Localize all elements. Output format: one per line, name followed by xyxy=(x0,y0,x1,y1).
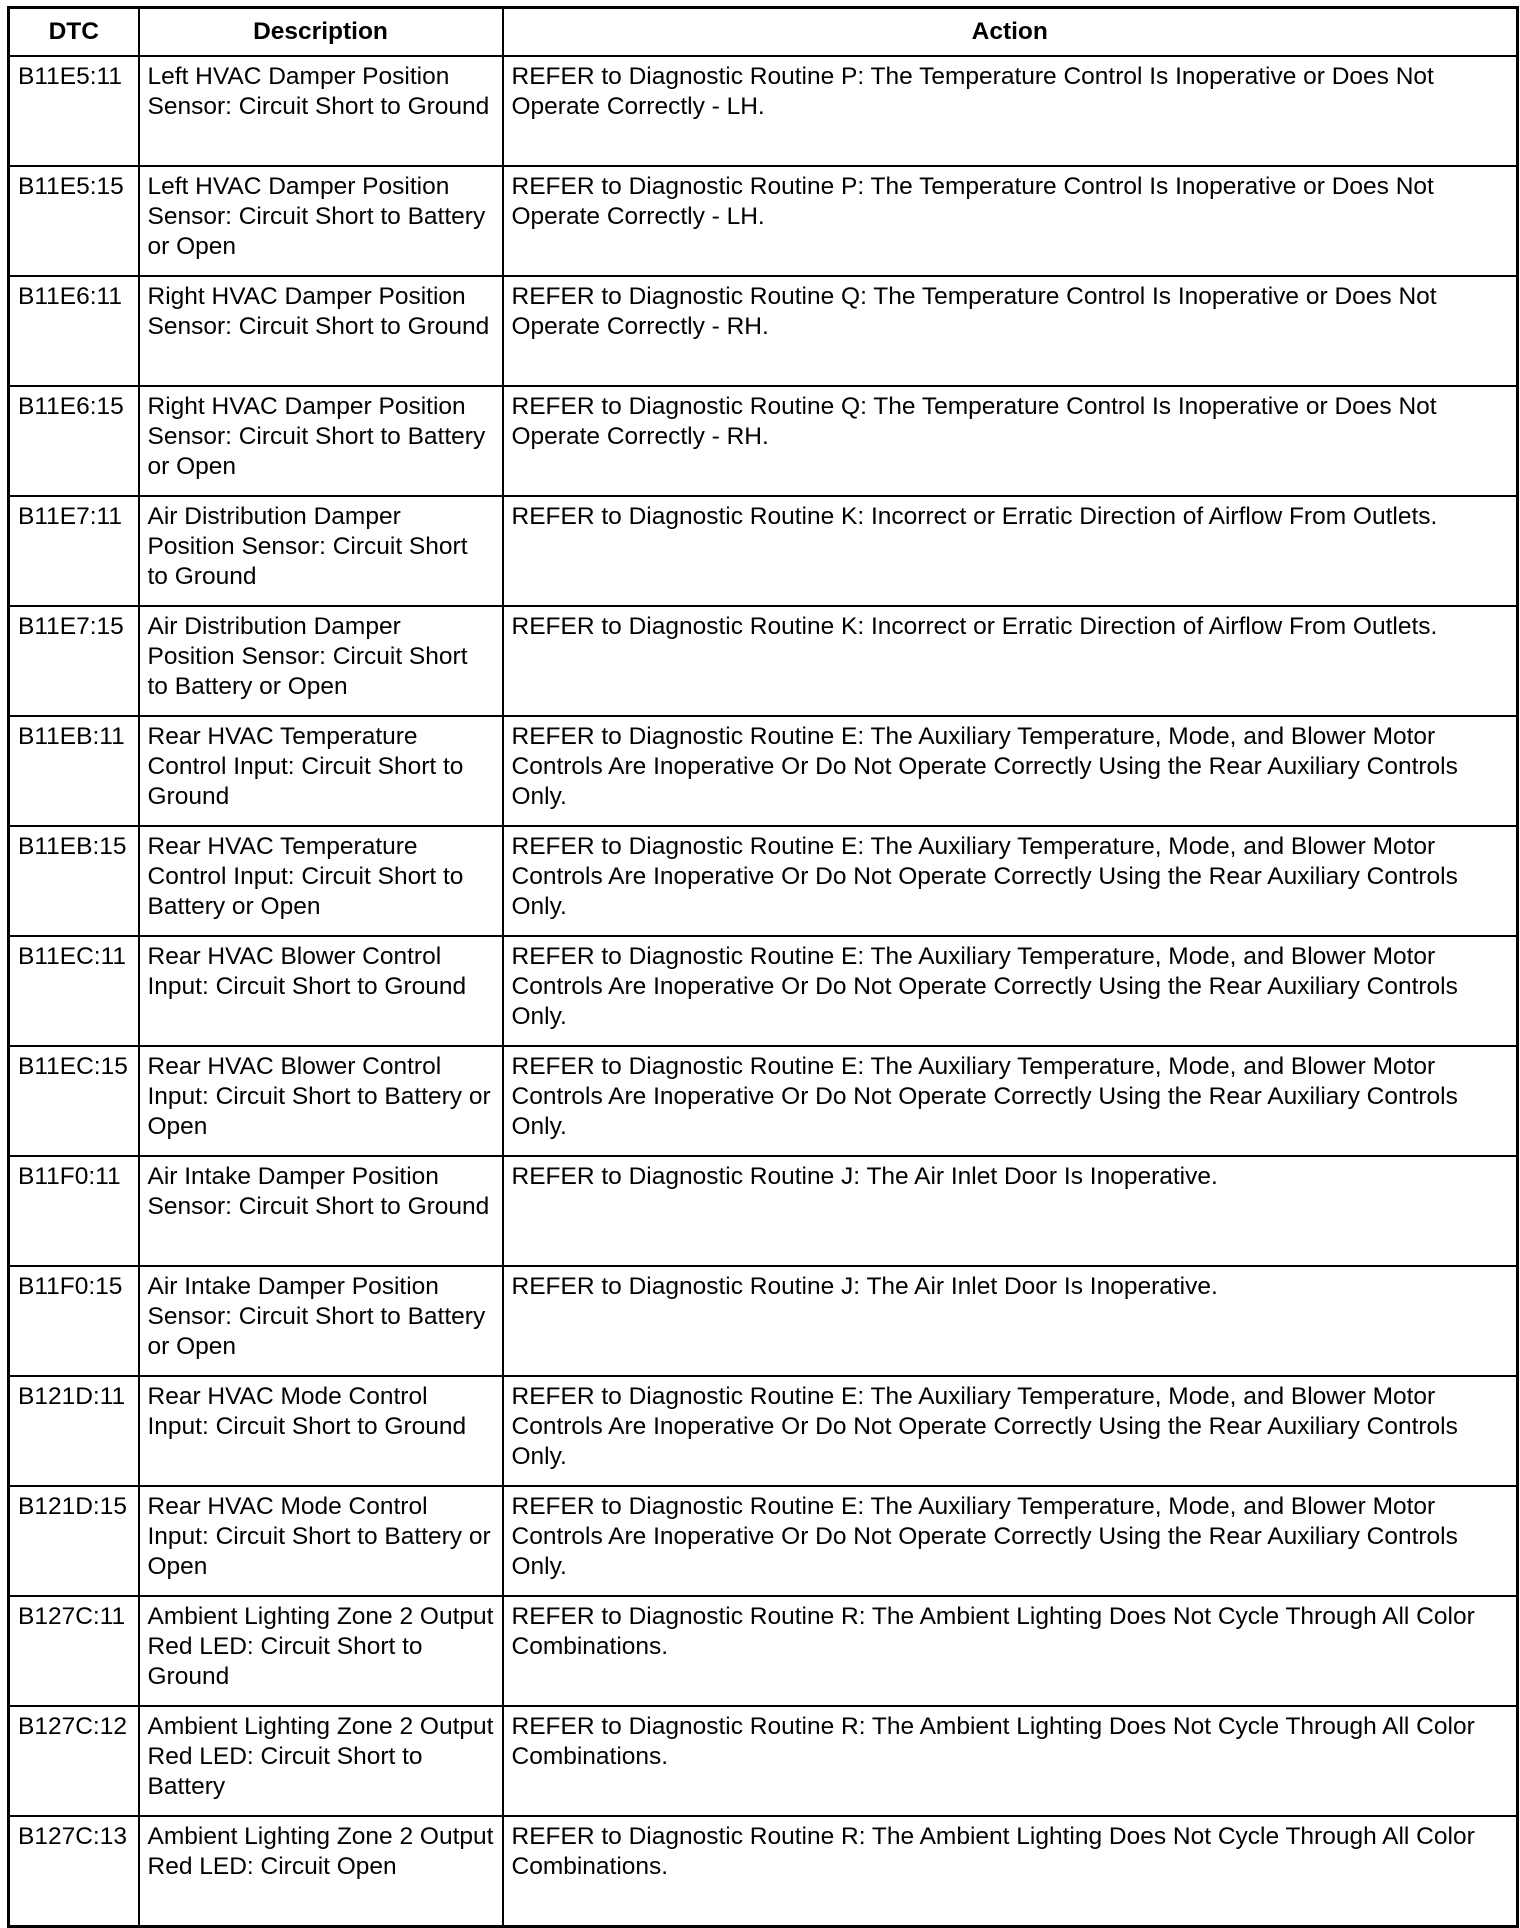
dtc-cell: B11EB:15 xyxy=(9,826,139,936)
header-action: Action xyxy=(503,8,1518,57)
table-row xyxy=(9,166,1518,276)
description-cell: Air Distribution Damper Position Sensor: Circuit Short to Ground xyxy=(139,496,503,606)
table-row xyxy=(9,1816,1518,1927)
action-cell: REFER to Diagnostic Routine Q: The Temperature Control Is Inoperative or Does Not Operate Correctly - RH. xyxy=(503,276,1518,386)
description-cell: Air Intake Damper Position Sensor: Circuit Short to Battery or Open xyxy=(139,1266,503,1376)
table-row xyxy=(9,1376,1518,1486)
table-row xyxy=(9,1706,1518,1816)
action-cell: REFER to Diagnostic Routine E: The Auxiliary Temperature, Mode, and Blower Motor Controls Are Inoperative Or Do Not Operate Correctly Using the Rear Auxiliary Controls Only. xyxy=(503,936,1518,1046)
table-row xyxy=(9,276,1518,386)
table-row xyxy=(9,56,1518,166)
description-cell: Right HVAC Damper Position Sensor: Circuit Short to Ground xyxy=(139,276,503,386)
table-row xyxy=(9,386,1518,496)
description-cell: Rear HVAC Temperature Control Input: Circuit Short to Battery or Open xyxy=(139,826,503,936)
action-cell: REFER to Diagnostic Routine K: Incorrect or Erratic Direction of Airflow From Outlets. xyxy=(503,496,1518,606)
description-cell: Air Distribution Damper Position Sensor: Circuit Short to Battery or Open xyxy=(139,606,503,716)
description-cell: Ambient Lighting Zone 2 Output Red LED: Circuit Short to Battery xyxy=(139,1706,503,1816)
description-cell: Rear HVAC Temperature Control Input: Circuit Short to Ground xyxy=(139,716,503,826)
table-row xyxy=(9,826,1518,936)
description-cell: Rear HVAC Mode Control Input: Circuit Short to Ground xyxy=(139,1376,503,1486)
action-cell: REFER to Diagnostic Routine E: The Auxiliary Temperature, Mode, and Blower Motor Controls Are Inoperative Or Do Not Operate Correctly Using the Rear Auxiliary Controls Only. xyxy=(503,1376,1518,1486)
dtc-cell: B127C:11 xyxy=(9,1596,139,1706)
description-cell: Rear HVAC Mode Control Input: Circuit Short to Battery or Open xyxy=(139,1486,503,1596)
dtc-cell: B11F0:15 xyxy=(9,1266,139,1376)
action-cell: REFER to Diagnostic Routine E: The Auxiliary Temperature, Mode, and Blower Motor Controls Are Inoperative Or Do Not Operate Correctly Using the Rear Auxiliary Controls Only. xyxy=(503,1046,1518,1156)
action-cell: REFER to Diagnostic Routine P: The Temperature Control Is Inoperative or Does Not Operate Correctly - LH. xyxy=(503,56,1518,166)
dtc-cell: B11E6:11 xyxy=(9,276,139,386)
dtc-cell: B11EC:11 xyxy=(9,936,139,1046)
dtc-cell: B11E7:11 xyxy=(9,496,139,606)
dtc-cell: B11E6:15 xyxy=(9,386,139,496)
action-cell: REFER to Diagnostic Routine P: The Temperature Control Is Inoperative or Does Not Operate Correctly - LH. xyxy=(503,166,1518,276)
action-cell: REFER to Diagnostic Routine R: The Ambient Lighting Does Not Cycle Through All Color Combinations. xyxy=(503,1596,1518,1706)
dtc-cell: B127C:13 xyxy=(9,1816,139,1927)
action-cell: REFER to Diagnostic Routine J: The Air Inlet Door Is Inoperative. xyxy=(503,1156,1518,1266)
action-cell: REFER to Diagnostic Routine K: Incorrect or Erratic Direction of Airflow From Outlets. xyxy=(503,606,1518,716)
action-cell: REFER to Diagnostic Routine E: The Auxiliary Temperature, Mode, and Blower Motor Controls Are Inoperative Or Do Not Operate Correctly Using the Rear Auxiliary Controls Only. xyxy=(503,716,1518,826)
table-row xyxy=(9,716,1518,826)
table-row xyxy=(9,606,1518,716)
description-cell: Right HVAC Damper Position Sensor: Circuit Short to Battery or Open xyxy=(139,386,503,496)
table-row xyxy=(9,1596,1518,1706)
dtc-cell: B127C:12 xyxy=(9,1706,139,1816)
action-cell: REFER to Diagnostic Routine E: The Auxiliary Temperature, Mode, and Blower Motor Controls Are Inoperative Or Do Not Operate Correctly Using the Rear Auxiliary Controls Only. xyxy=(503,1486,1518,1596)
dtc-cell: B121D:11 xyxy=(9,1376,139,1486)
description-cell: Ambient Lighting Zone 2 Output Red LED: Circuit Short to Ground xyxy=(139,1596,503,1706)
table-row xyxy=(9,936,1518,1046)
table-row xyxy=(9,1266,1518,1376)
dtc-table xyxy=(7,6,1519,1928)
dtc-cell: B11F0:11 xyxy=(9,1156,139,1266)
description-cell: Left HVAC Damper Position Sensor: Circuit Short to Battery or Open xyxy=(139,166,503,276)
header-row xyxy=(9,8,1518,57)
dtc-cell: B11E5:11 xyxy=(9,56,139,166)
table-header xyxy=(9,8,1518,57)
dtc-cell: B11EC:15 xyxy=(9,1046,139,1156)
description-cell: Rear HVAC Blower Control Input: Circuit Short to Ground xyxy=(139,936,503,1046)
action-cell: REFER to Diagnostic Routine R: The Ambient Lighting Does Not Cycle Through All Color Combinations. xyxy=(503,1816,1518,1927)
action-cell: REFER to Diagnostic Routine R: The Ambient Lighting Does Not Cycle Through All Color Combinations. xyxy=(503,1706,1518,1816)
table-row xyxy=(9,1156,1518,1266)
description-cell: Ambient Lighting Zone 2 Output Red LED: Circuit Open xyxy=(139,1816,503,1927)
table-row xyxy=(9,496,1518,606)
description-cell: Left HVAC Damper Position Sensor: Circuit Short to Ground xyxy=(139,56,503,166)
header-description: Description xyxy=(139,8,503,57)
dtc-cell: B121D:15 xyxy=(9,1486,139,1596)
action-cell: REFER to Diagnostic Routine Q: The Temperature Control Is Inoperative or Does Not Operate Correctly - RH. xyxy=(503,386,1518,496)
action-cell: REFER to Diagnostic Routine E: The Auxiliary Temperature, Mode, and Blower Motor Controls Are Inoperative Or Do Not Operate Correctly Using the Rear Auxiliary Controls Only. xyxy=(503,826,1518,936)
description-cell: Air Intake Damper Position Sensor: Circuit Short to Ground xyxy=(139,1156,503,1266)
table-row xyxy=(9,1486,1518,1596)
description-cell: Rear HVAC Blower Control Input: Circuit Short to Battery or Open xyxy=(139,1046,503,1156)
table-row xyxy=(9,1046,1518,1156)
dtc-cell: B11E5:15 xyxy=(9,166,139,276)
action-cell: REFER to Diagnostic Routine J: The Air Inlet Door Is Inoperative. xyxy=(503,1266,1518,1376)
dtc-cell: B11E7:15 xyxy=(9,606,139,716)
table-body xyxy=(9,56,1518,1927)
dtc-cell: B11EB:11 xyxy=(9,716,139,826)
header-dtc: DTC xyxy=(9,8,139,57)
